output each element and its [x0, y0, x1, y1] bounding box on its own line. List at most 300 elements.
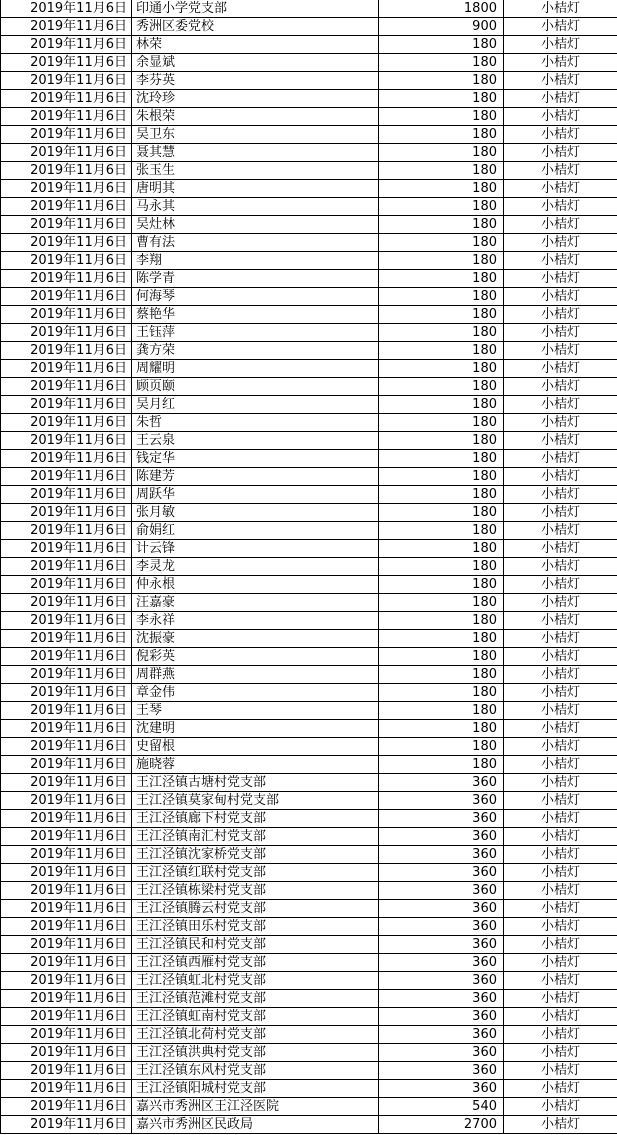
- date-cell: 2019年11月6日: [1, 522, 132, 540]
- amount-cell: 2700: [379, 1116, 504, 1134]
- donor-name-cell: 王江泾镇南汇村党支部: [132, 828, 379, 846]
- amount-cell: 180: [379, 486, 504, 504]
- amount-cell: 360: [379, 864, 504, 882]
- amount-cell: 180: [379, 270, 504, 288]
- item-cell: 小桔灯: [504, 468, 617, 486]
- table-row: [1, 324, 617, 342]
- date-cell: 2019年11月6日: [1, 108, 132, 126]
- item-cell: 小桔灯: [504, 162, 617, 180]
- item-cell: 小桔灯: [504, 288, 617, 306]
- item-cell: 小桔灯: [504, 864, 617, 882]
- date-cell: 2019年11月6日: [1, 594, 132, 612]
- amount-cell: 180: [379, 738, 504, 756]
- item-cell: 小桔灯: [504, 108, 617, 126]
- table-row: [1, 792, 617, 810]
- date-cell: 2019年11月6日: [1, 828, 132, 846]
- item-cell: 小桔灯: [504, 900, 617, 918]
- table-row: [1, 90, 617, 108]
- amount-cell: 180: [379, 576, 504, 594]
- item-cell: 小桔灯: [504, 522, 617, 540]
- amount-cell: 180: [379, 720, 504, 738]
- item-cell: 小桔灯: [504, 936, 617, 954]
- amount-cell: 360: [379, 954, 504, 972]
- date-cell: 2019年11月6日: [1, 252, 132, 270]
- table-row: [1, 126, 617, 144]
- item-cell: 小桔灯: [504, 324, 617, 342]
- item-cell: 小桔灯: [504, 360, 617, 378]
- donor-name-cell: 仲永根: [132, 576, 379, 594]
- amount-cell: 180: [379, 306, 504, 324]
- amount-cell: 180: [379, 396, 504, 414]
- table-row: [1, 738, 617, 756]
- table-row: [1, 144, 617, 162]
- amount-cell: 360: [379, 882, 504, 900]
- table-row: [1, 72, 617, 90]
- donor-name-cell: 唐明其: [132, 180, 379, 198]
- item-cell: 小桔灯: [504, 252, 617, 270]
- item-cell: 小桔灯: [504, 594, 617, 612]
- item-cell: 小桔灯: [504, 180, 617, 198]
- item-cell: 小桔灯: [504, 90, 617, 108]
- table-row: [1, 198, 617, 216]
- donor-name-cell: 倪彩英: [132, 648, 379, 666]
- donor-name-cell: 曹有法: [132, 234, 379, 252]
- amount-cell: 180: [379, 666, 504, 684]
- item-cell: 小桔灯: [504, 306, 617, 324]
- table-row: [1, 306, 617, 324]
- item-cell: 小桔灯: [504, 990, 617, 1008]
- donor-name-cell: 王江泾镇范滩村党支部: [132, 990, 379, 1008]
- table-row: [1, 864, 617, 882]
- item-cell: 小桔灯: [504, 684, 617, 702]
- table-row: [1, 1116, 617, 1134]
- donor-name-cell: 吴月红: [132, 396, 379, 414]
- donor-name-cell: 余显斌: [132, 54, 379, 72]
- table-row: [1, 360, 617, 378]
- amount-cell: 360: [379, 846, 504, 864]
- date-cell: 2019年11月6日: [1, 432, 132, 450]
- item-cell: 小桔灯: [504, 1098, 617, 1116]
- item-cell: 小桔灯: [504, 738, 617, 756]
- table-row: [1, 900, 617, 918]
- amount-cell: 180: [379, 378, 504, 396]
- table-row: [1, 414, 617, 432]
- date-cell: 2019年11月6日: [1, 270, 132, 288]
- table-row: [1, 216, 617, 234]
- item-cell: 小桔灯: [504, 1026, 617, 1044]
- date-cell: 2019年11月6日: [1, 774, 132, 792]
- item-cell: 小桔灯: [504, 540, 617, 558]
- table-row: [1, 576, 617, 594]
- donor-name-cell: 施晓蓉: [132, 756, 379, 774]
- table-row: [1, 108, 617, 126]
- date-cell: 2019年11月6日: [1, 378, 132, 396]
- item-cell: 小桔灯: [504, 216, 617, 234]
- date-cell: 2019年11月6日: [1, 36, 132, 54]
- amount-cell: 180: [379, 162, 504, 180]
- date-cell: 2019年11月6日: [1, 558, 132, 576]
- item-cell: 小桔灯: [504, 954, 617, 972]
- donor-name-cell: 李灵龙: [132, 558, 379, 576]
- amount-cell: 180: [379, 630, 504, 648]
- donor-name-cell: 王江泾镇虹南村党支部: [132, 1008, 379, 1026]
- date-cell: 2019年11月6日: [1, 90, 132, 108]
- date-cell: 2019年11月6日: [1, 846, 132, 864]
- date-cell: 2019年11月6日: [1, 144, 132, 162]
- amount-cell: 180: [379, 216, 504, 234]
- donor-name-cell: 陈建芳: [132, 468, 379, 486]
- donor-name-cell: 嘉兴市秀洲区民政局: [132, 1116, 379, 1134]
- amount-cell: 180: [379, 756, 504, 774]
- donor-name-cell: 王江泾镇田乐村党支部: [132, 918, 379, 936]
- date-cell: 2019年11月6日: [1, 324, 132, 342]
- donor-name-cell: 朱哲: [132, 414, 379, 432]
- amount-cell: 180: [379, 414, 504, 432]
- table-row: [1, 774, 617, 792]
- donor-name-cell: 史留根: [132, 738, 379, 756]
- item-cell: 小桔灯: [504, 810, 617, 828]
- date-cell: 2019年11月6日: [1, 1008, 132, 1026]
- table-row: [1, 396, 617, 414]
- donor-name-cell: 印通小学党支部: [132, 0, 379, 18]
- date-cell: 2019年11月6日: [1, 576, 132, 594]
- item-cell: 小桔灯: [504, 774, 617, 792]
- item-cell: 小桔灯: [504, 234, 617, 252]
- date-cell: 2019年11月6日: [1, 702, 132, 720]
- date-cell: 2019年11月6日: [1, 684, 132, 702]
- donor-name-cell: 林荣: [132, 36, 379, 54]
- donor-name-cell: 王江泾镇红联村党支部: [132, 864, 379, 882]
- date-cell: 2019年11月6日: [1, 648, 132, 666]
- item-cell: 小桔灯: [504, 702, 617, 720]
- donor-name-cell: 聂其慧: [132, 144, 379, 162]
- item-cell: 小桔灯: [504, 378, 617, 396]
- amount-cell: 180: [379, 234, 504, 252]
- donor-name-cell: 王江泾镇北荷村党支部: [132, 1026, 379, 1044]
- item-cell: 小桔灯: [504, 72, 617, 90]
- item-cell: 小桔灯: [504, 486, 617, 504]
- table-row: [1, 1044, 617, 1062]
- date-cell: 2019年11月6日: [1, 540, 132, 558]
- donor-name-cell: 蔡艳华: [132, 306, 379, 324]
- table-row: [1, 450, 617, 468]
- amount-cell: 180: [379, 90, 504, 108]
- donor-name-cell: 吴灶林: [132, 216, 379, 234]
- date-cell: 2019年11月6日: [1, 18, 132, 36]
- donor-name-cell: 王琴: [132, 702, 379, 720]
- table-row: [1, 882, 617, 900]
- amount-cell: 180: [379, 324, 504, 342]
- date-cell: 2019年11月6日: [1, 216, 132, 234]
- amount-cell: 540: [379, 1098, 504, 1116]
- date-cell: 2019年11月6日: [1, 396, 132, 414]
- item-cell: 小桔灯: [504, 36, 617, 54]
- amount-cell: 180: [379, 468, 504, 486]
- donor-name-cell: 李永祥: [132, 612, 379, 630]
- date-cell: 2019年11月6日: [1, 792, 132, 810]
- item-cell: 小桔灯: [504, 198, 617, 216]
- date-cell: 2019年11月6日: [1, 1044, 132, 1062]
- table-row: [1, 684, 617, 702]
- item-cell: 小桔灯: [504, 558, 617, 576]
- donor-name-cell: 王江泾镇东风村党支部: [132, 1062, 379, 1080]
- donor-name-cell: 马永其: [132, 198, 379, 216]
- amount-cell: 360: [379, 972, 504, 990]
- table-row: [1, 918, 617, 936]
- donor-name-cell: 王江泾镇洪典村党支部: [132, 1044, 379, 1062]
- amount-cell: 360: [379, 1008, 504, 1026]
- donor-name-cell: 周群燕: [132, 666, 379, 684]
- amount-cell: 180: [379, 108, 504, 126]
- item-cell: 小桔灯: [504, 144, 617, 162]
- donor-name-cell: 汪嘉豪: [132, 594, 379, 612]
- table-row: [1, 1008, 617, 1026]
- table-row: [1, 630, 617, 648]
- amount-cell: 180: [379, 612, 504, 630]
- donor-name-cell: 王江泾镇古塘村党支部: [132, 774, 379, 792]
- item-cell: 小桔灯: [504, 648, 617, 666]
- item-cell: 小桔灯: [504, 432, 617, 450]
- date-cell: 2019年11月6日: [1, 630, 132, 648]
- table-row: [1, 1062, 617, 1080]
- amount-cell: 180: [379, 360, 504, 378]
- item-cell: 小桔灯: [504, 918, 617, 936]
- amount-cell: 180: [379, 72, 504, 90]
- amount-cell: 360: [379, 1080, 504, 1098]
- amount-cell: 180: [379, 450, 504, 468]
- date-cell: 2019年11月6日: [1, 810, 132, 828]
- donor-name-cell: 陈学青: [132, 270, 379, 288]
- table-row: [1, 522, 617, 540]
- date-cell: 2019年11月6日: [1, 234, 132, 252]
- amount-cell: 360: [379, 918, 504, 936]
- table-row: [1, 702, 617, 720]
- amount-cell: 180: [379, 540, 504, 558]
- table-row: [1, 828, 617, 846]
- date-cell: 2019年11月6日: [1, 918, 132, 936]
- date-cell: 2019年11月6日: [1, 504, 132, 522]
- table-row: [1, 954, 617, 972]
- table-row: [1, 936, 617, 954]
- donor-name-cell: 王江泾镇莫家甸村党支部: [132, 792, 379, 810]
- item-cell: 小桔灯: [504, 1044, 617, 1062]
- donor-name-cell: 何海琴: [132, 288, 379, 306]
- amount-cell: 180: [379, 126, 504, 144]
- table-row: [1, 252, 617, 270]
- amount-cell: 360: [379, 990, 504, 1008]
- donor-name-cell: 俞娟红: [132, 522, 379, 540]
- donor-name-cell: 吴卫东: [132, 126, 379, 144]
- table-row: [1, 0, 617, 18]
- item-cell: 小桔灯: [504, 126, 617, 144]
- donor-name-cell: 王江泾镇廊下村党支部: [132, 810, 379, 828]
- amount-cell: 360: [379, 1062, 504, 1080]
- donor-name-cell: 王江泾镇民和村党支部: [132, 936, 379, 954]
- table-row: [1, 342, 617, 360]
- item-cell: 小桔灯: [504, 972, 617, 990]
- date-cell: 2019年11月6日: [1, 1080, 132, 1098]
- date-cell: 2019年11月6日: [1, 954, 132, 972]
- item-cell: 小桔灯: [504, 666, 617, 684]
- date-cell: 2019年11月6日: [1, 0, 132, 18]
- date-cell: 2019年11月6日: [1, 180, 132, 198]
- date-cell: 2019年11月6日: [1, 126, 132, 144]
- item-cell: 小桔灯: [504, 576, 617, 594]
- donor-name-cell: 王江泾镇西雁村党支部: [132, 954, 379, 972]
- donor-name-cell: 沈振豪: [132, 630, 379, 648]
- amount-cell: 180: [379, 252, 504, 270]
- date-cell: 2019年11月6日: [1, 864, 132, 882]
- date-cell: 2019年11月6日: [1, 468, 132, 486]
- table-row: [1, 720, 617, 738]
- table-row: [1, 378, 617, 396]
- donor-name-cell: 李翔: [132, 252, 379, 270]
- amount-cell: 360: [379, 936, 504, 954]
- date-cell: 2019年11月6日: [1, 486, 132, 504]
- donor-name-cell: 嘉兴市秀洲区王江泾医院: [132, 1098, 379, 1116]
- item-cell: 小桔灯: [504, 792, 617, 810]
- donor-name-cell: 计云锋: [132, 540, 379, 558]
- table-row: [1, 288, 617, 306]
- table-row: [1, 18, 617, 36]
- table-row: [1, 990, 617, 1008]
- donor-name-cell: 王钰萍: [132, 324, 379, 342]
- donor-name-cell: 李芬英: [132, 72, 379, 90]
- table-row: [1, 558, 617, 576]
- table-body: [1, 0, 617, 1134]
- item-cell: 小桔灯: [504, 1116, 617, 1134]
- item-cell: 小桔灯: [504, 18, 617, 36]
- date-cell: 2019年11月6日: [1, 54, 132, 72]
- table-row: [1, 36, 617, 54]
- date-cell: 2019年11月6日: [1, 1098, 132, 1116]
- table-row: [1, 612, 617, 630]
- date-cell: 2019年11月6日: [1, 198, 132, 216]
- date-cell: 2019年11月6日: [1, 450, 132, 468]
- amount-cell: 360: [379, 900, 504, 918]
- date-cell: 2019年11月6日: [1, 1116, 132, 1134]
- date-cell: 2019年11月6日: [1, 990, 132, 1008]
- amount-cell: 360: [379, 828, 504, 846]
- item-cell: 小桔灯: [504, 1062, 617, 1080]
- amount-cell: 360: [379, 774, 504, 792]
- item-cell: 小桔灯: [504, 828, 617, 846]
- table-row: [1, 1080, 617, 1098]
- date-cell: 2019年11月6日: [1, 1026, 132, 1044]
- donor-name-cell: 秀洲区委党校: [132, 18, 379, 36]
- amount-cell: 180: [379, 54, 504, 72]
- donor-name-cell: 龚方荣: [132, 342, 379, 360]
- item-cell: 小桔灯: [504, 846, 617, 864]
- donor-name-cell: 王江泾镇阳城村党支部: [132, 1080, 379, 1098]
- item-cell: 小桔灯: [504, 630, 617, 648]
- table-row: [1, 54, 617, 72]
- table-row: [1, 648, 617, 666]
- table-row: [1, 504, 617, 522]
- date-cell: 2019年11月6日: [1, 306, 132, 324]
- item-cell: 小桔灯: [504, 0, 617, 18]
- amount-cell: 180: [379, 432, 504, 450]
- amount-cell: 180: [379, 144, 504, 162]
- donor-name-cell: 朱根荣: [132, 108, 379, 126]
- table-row: [1, 180, 617, 198]
- amount-cell: 180: [379, 702, 504, 720]
- item-cell: 小桔灯: [504, 504, 617, 522]
- table-row: [1, 162, 617, 180]
- amount-cell: 360: [379, 1026, 504, 1044]
- table-row: [1, 270, 617, 288]
- date-cell: 2019年11月6日: [1, 360, 132, 378]
- date-cell: 2019年11月6日: [1, 342, 132, 360]
- item-cell: 小桔灯: [504, 720, 617, 738]
- table-row: [1, 486, 617, 504]
- donor-name-cell: 王江泾镇腾云村党支部: [132, 900, 379, 918]
- date-cell: 2019年11月6日: [1, 972, 132, 990]
- donor-name-cell: 王江泾镇沈家桥党支部: [132, 846, 379, 864]
- date-cell: 2019年11月6日: [1, 720, 132, 738]
- item-cell: 小桔灯: [504, 342, 617, 360]
- donor-name-cell: 顾页颐: [132, 378, 379, 396]
- date-cell: 2019年11月6日: [1, 162, 132, 180]
- item-cell: 小桔灯: [504, 414, 617, 432]
- table-row: [1, 234, 617, 252]
- table-row: [1, 594, 617, 612]
- donor-name-cell: 钱定华: [132, 450, 379, 468]
- table-row: [1, 468, 617, 486]
- item-cell: 小桔灯: [504, 882, 617, 900]
- item-cell: 小桔灯: [504, 270, 617, 288]
- amount-cell: 360: [379, 792, 504, 810]
- amount-cell: 180: [379, 180, 504, 198]
- amount-cell: 180: [379, 684, 504, 702]
- date-cell: 2019年11月6日: [1, 414, 132, 432]
- date-cell: 2019年11月6日: [1, 900, 132, 918]
- donor-name-cell: 沈建明: [132, 720, 379, 738]
- amount-cell: 360: [379, 810, 504, 828]
- amount-cell: 180: [379, 594, 504, 612]
- donor-name-cell: 章金伟: [132, 684, 379, 702]
- table-row: [1, 846, 617, 864]
- item-cell: 小桔灯: [504, 396, 617, 414]
- date-cell: 2019年11月6日: [1, 936, 132, 954]
- date-cell: 2019年11月6日: [1, 72, 132, 90]
- date-cell: 2019年11月6日: [1, 882, 132, 900]
- item-cell: 小桔灯: [504, 1080, 617, 1098]
- donor-name-cell: 张玉生: [132, 162, 379, 180]
- table-row: [1, 972, 617, 990]
- item-cell: 小桔灯: [504, 1008, 617, 1026]
- table-row: [1, 432, 617, 450]
- table-row: [1, 666, 617, 684]
- item-cell: 小桔灯: [504, 612, 617, 630]
- date-cell: 2019年11月6日: [1, 612, 132, 630]
- amount-cell: 180: [379, 558, 504, 576]
- amount-cell: 180: [379, 198, 504, 216]
- table-row: [1, 1026, 617, 1044]
- table-row: [1, 1098, 617, 1116]
- donor-name-cell: 张月敏: [132, 504, 379, 522]
- date-cell: 2019年11月6日: [1, 1062, 132, 1080]
- amount-cell: 180: [379, 522, 504, 540]
- donor-name-cell: 周跃华: [132, 486, 379, 504]
- donor-name-cell: 王江泾镇栋梁村党支部: [132, 882, 379, 900]
- item-cell: 小桔灯: [504, 756, 617, 774]
- amount-cell: 1800: [379, 0, 504, 18]
- amount-cell: 360: [379, 1044, 504, 1062]
- amount-cell: 180: [379, 342, 504, 360]
- item-cell: 小桔灯: [504, 450, 617, 468]
- date-cell: 2019年11月6日: [1, 666, 132, 684]
